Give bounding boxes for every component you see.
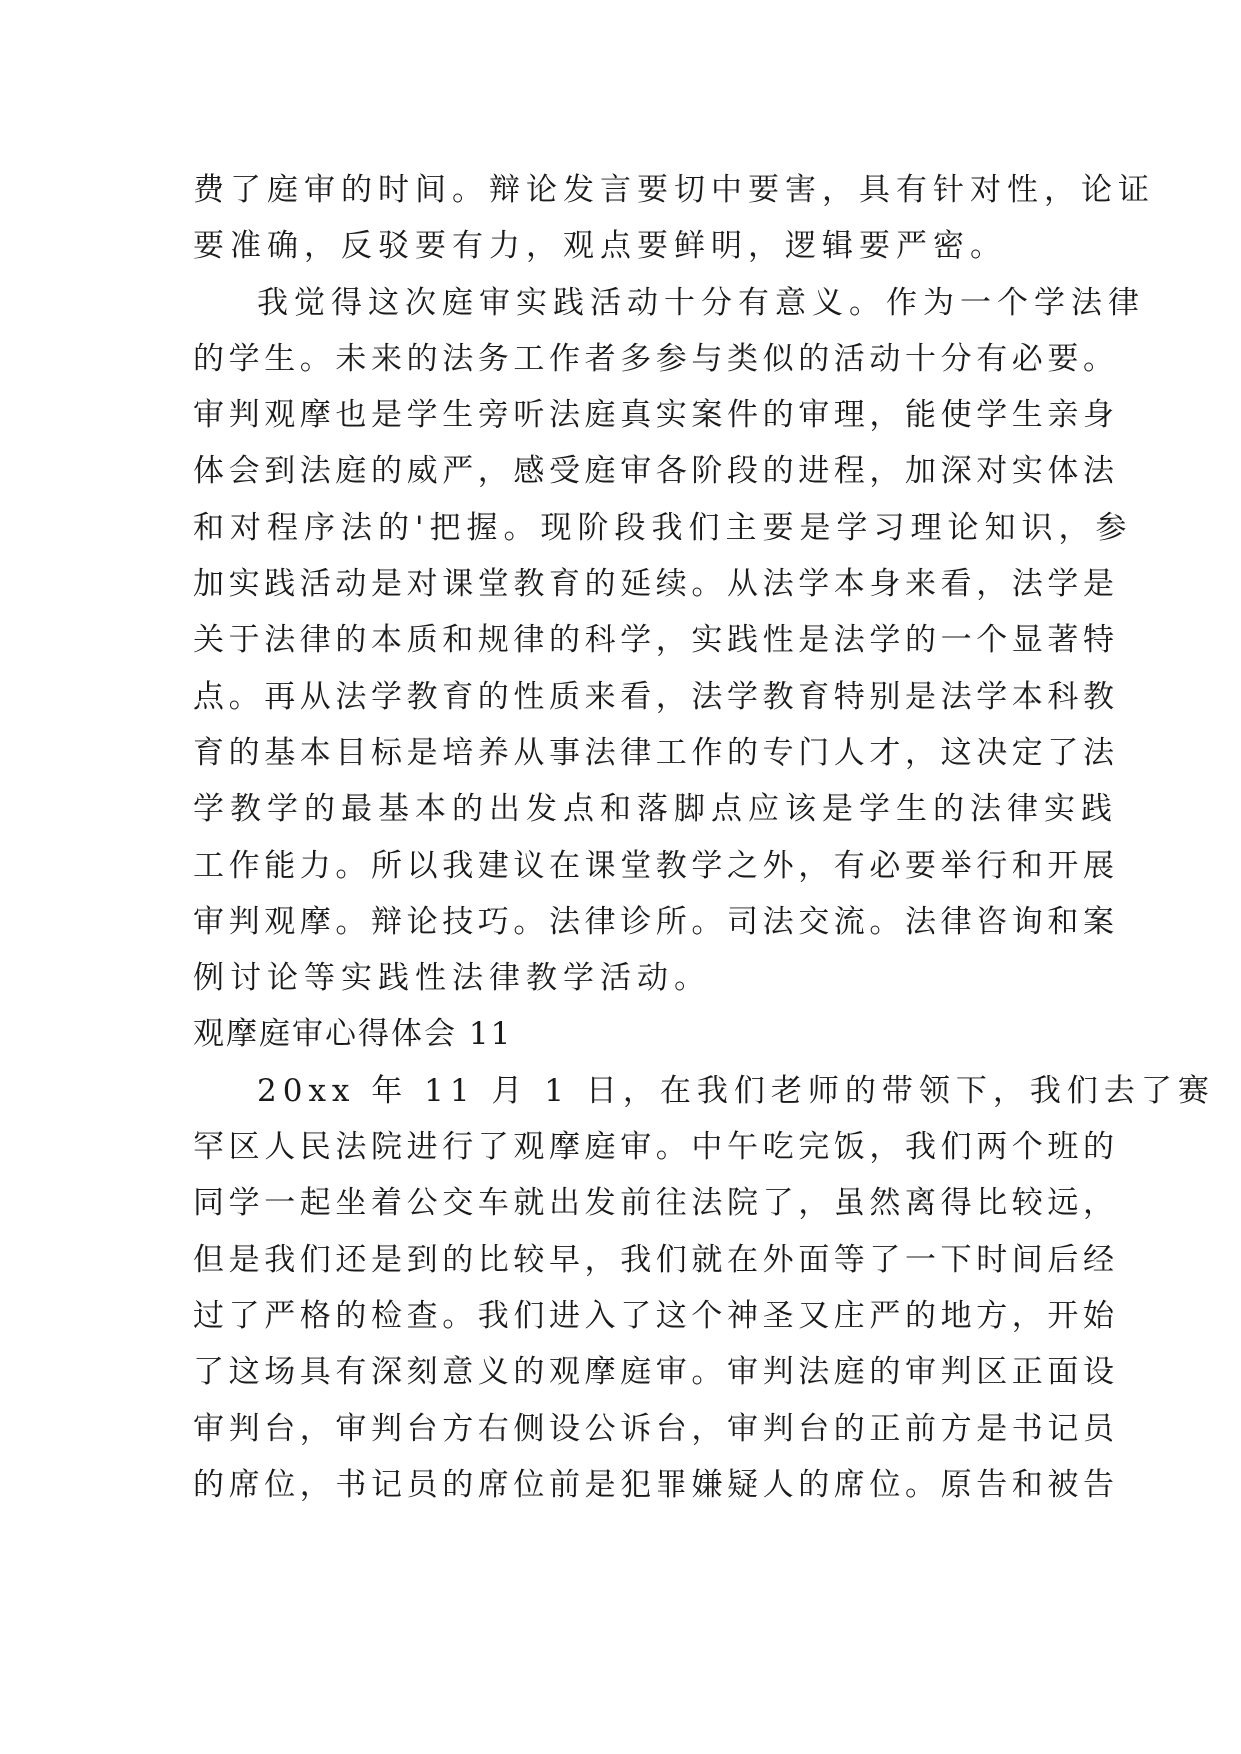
text-line: 的席位，书记员的席位前是犯罪嫌疑人的席位。原告和被告 — [193, 1466, 1119, 1503]
text-line: 了这场具有深刻意义的观摩庭审。审判法庭的审判区正面设 — [193, 1354, 1119, 1391]
text-line: 费了庭审的时间。辩论发言要切中要害，具有针对性，论证 — [193, 172, 1155, 208]
text-line: 学教学的最基本的出发点和落脚点应该是学生的法律实践 — [193, 791, 1118, 828]
text-line: 同学一起坐着公交车就出发前往法院了，虽然离得比较远， — [193, 1185, 1119, 1222]
text-line: 审判观摩。辩论技巧。法律诊所。司法交流。法律咨询和案 — [193, 903, 1119, 940]
text-line: 关于法律的本质和规律的科学，实践性是法学的一个显著特 — [193, 622, 1119, 659]
text-line: 工作能力。所以我建议在课堂教学之外，有必要举行和开展 — [193, 847, 1119, 884]
text-line: 体会到法庭的威严，感受庭审各阶段的进程，加深对实体法 — [193, 453, 1119, 490]
text-line: 我觉得这次庭审实践活动十分有意义。作为一个学法律 — [257, 284, 1145, 321]
text-line: 20xx 年 11 月 1 日，在我们老师的带领下，我们去了赛 — [257, 1072, 1215, 1109]
text-line: 加实践活动是对课堂教育的延续。从法学本身来看，法学是 — [193, 566, 1119, 603]
text-line: 例讨论等实践性法律教学活动。 — [193, 960, 711, 997]
document-body — [193, 162, 1215, 1513]
text-line: 的学生。未来的法务工作者多参与类似的活动十分有必要。 — [193, 340, 1119, 377]
text-line: 和对程序法的'把握。现阶段我们主要是学习理论知识，参 — [193, 509, 1133, 546]
text-line: 但是我们还是到的比较早，我们就在外面等了一下时间后经 — [193, 1241, 1119, 1278]
text-line: 点。再从法学教育的性质来看，法学教育特别是法学本科教 — [193, 678, 1119, 715]
text-line: 育的基本目标是培养从事法律工作的专门人才，这决定了法 — [193, 734, 1119, 771]
text-line: 过了严格的检查。我们进入了这个神圣又庄严的地方，开始 — [193, 1297, 1119, 1334]
text-line: 审判观摩也是学生旁听法庭真实案件的审理，能使学生亲身 — [193, 397, 1119, 434]
text-line: 审判台，审判台方右侧设公诉台，审判台的正前方是书记员 — [193, 1410, 1119, 1447]
section-heading: 观摩庭审心得体会 11 — [193, 1016, 513, 1053]
text-line: 罕区人民法院进行了观摩庭审。中午吃完饭，我们两个班的 — [193, 1129, 1119, 1166]
text-line: 要准确，反驳要有力，观点要鲜明，逻辑要严密。 — [193, 228, 1007, 265]
